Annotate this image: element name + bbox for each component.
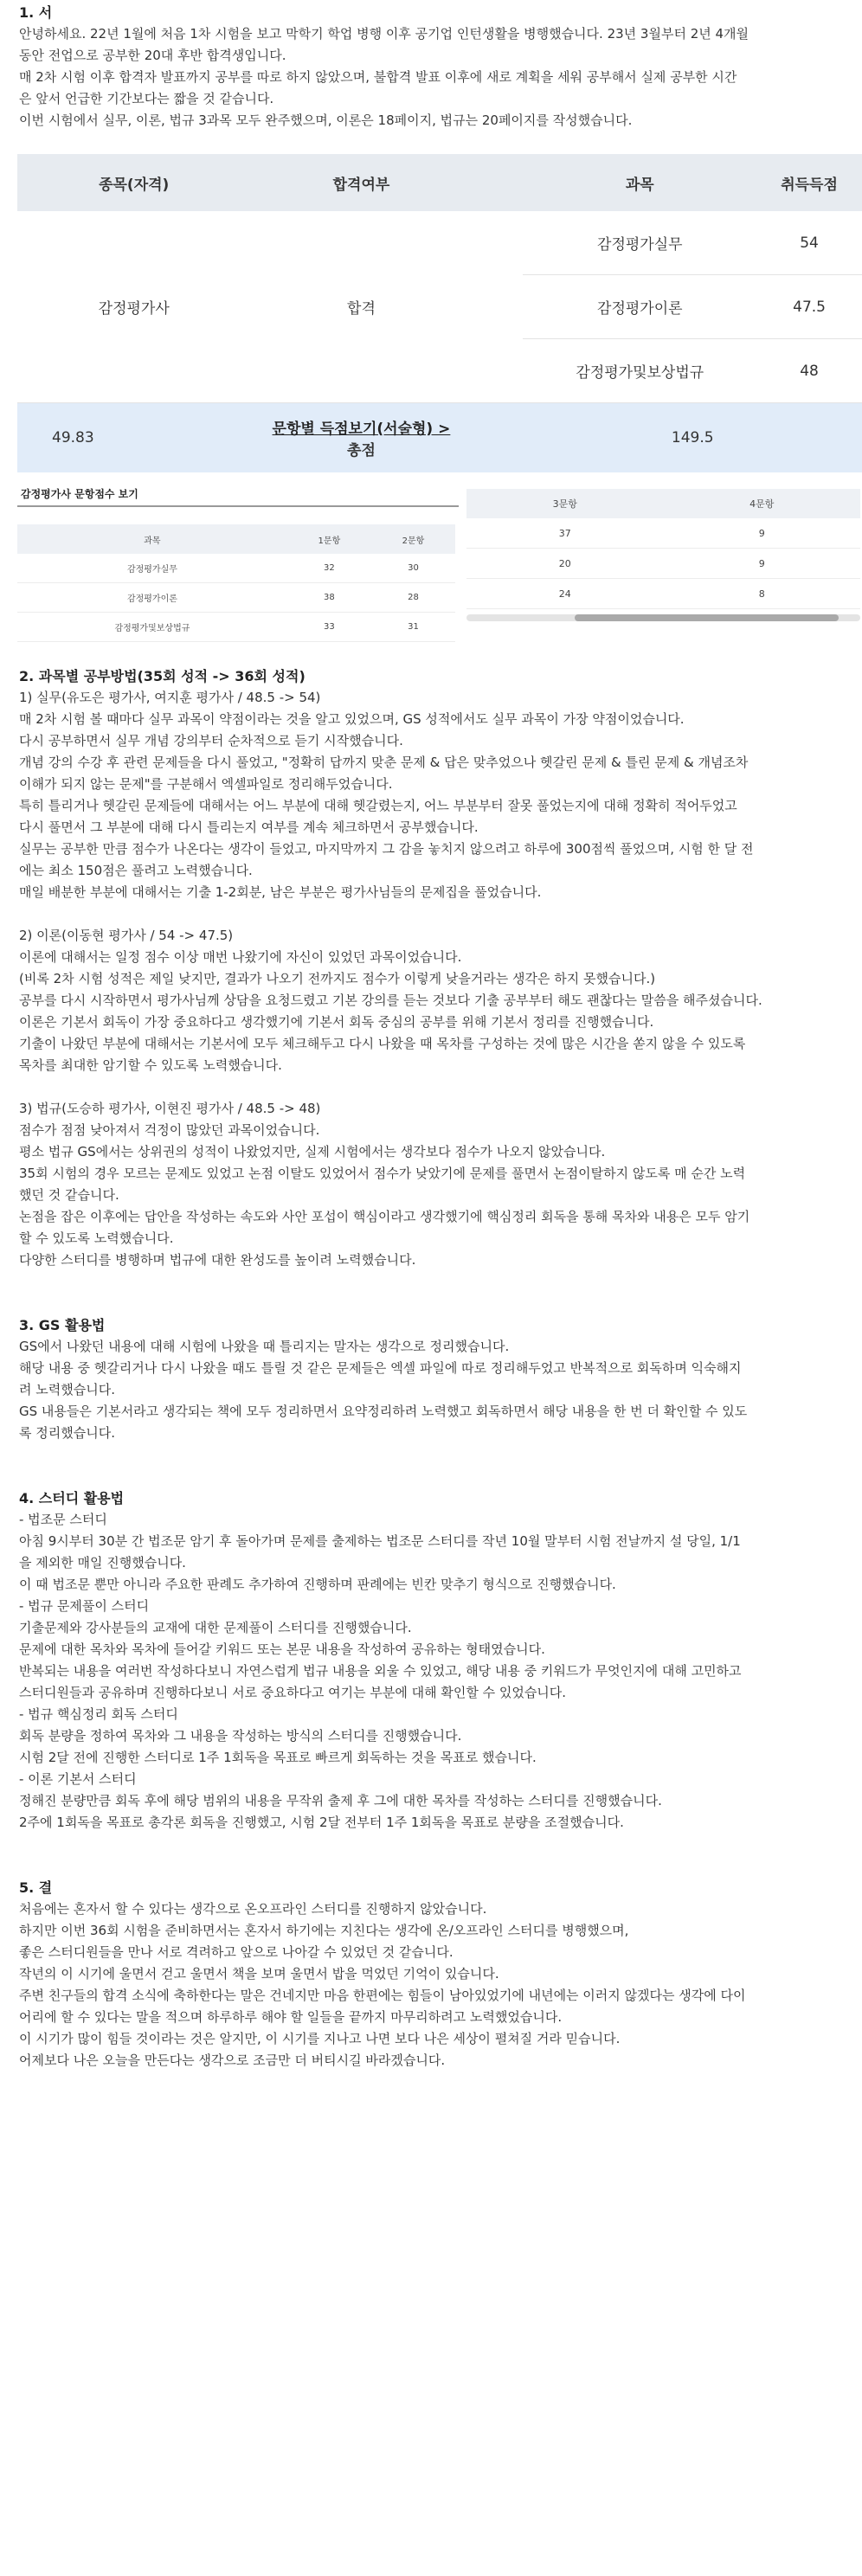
section-title-method: 2. 과목별 공부방법(35회 성적 -> 36회 성적)	[19, 668, 306, 684]
mini-cell: 33	[287, 613, 371, 642]
mini-cell: 감정평가실무	[17, 554, 287, 583]
mini-cell: 28	[371, 583, 455, 613]
practice-paragraph	[19, 687, 845, 903]
text-line: 기출이 나왔던 부분에 대해서는 기본서에 모두 체크해두고 다시 나왔을 때 목차를 구성하는 것에 많은 시간을 쏟지 않을 수 있도록	[19, 1036, 746, 1051]
mini-cell: 감정평가및보상법규	[17, 613, 287, 642]
text-line: 좋은 스터디원들을 만나 서로 격려하고 앞으로 나아갈 수 있었던 것 같습니다.	[19, 1944, 454, 1960]
table-row	[466, 518, 860, 549]
conclusion-paragraph	[19, 1898, 845, 2072]
text-line: 목차를 최대한 암기할 수 있도록 노력했습니다.	[19, 1057, 282, 1073]
text-line: 매 2차 시험 볼 때마다 실무 과목이 약점이라는 것을 알고 있었으며, GS 성적에서도 실무 과목이 가장 약점이었습니다.	[19, 711, 685, 727]
mini-cell: 9	[664, 518, 861, 549]
text-line: 1) 실무(유도은 평가사, 여지훈 평가사 / 48.5 -> 54)	[19, 690, 321, 705]
text-line: GS 내용들은 기본서라고 생각되는 책에 모두 정리하면서 요약정리하려 노력했고 회독하면서 해당 내용을 한 번 더 확인할 수 있도	[19, 1404, 748, 1419]
intro-paragraph	[19, 23, 845, 132]
theory-paragraph	[19, 925, 845, 1076]
results-table	[17, 154, 862, 472]
text-line: 평소 법규 GS에서는 상위권의 성적이 나왔었지만, 실제 시험에서는 생각보다 점수가 나오지 않았습니다.	[19, 1144, 606, 1160]
mini-cell: 32	[287, 554, 371, 583]
header-subject: 과목	[523, 154, 756, 211]
summary-link-cell	[199, 403, 523, 473]
section-title-study: 4. 스터디 활용법	[19, 1490, 125, 1506]
table-row	[17, 554, 455, 583]
text-line: 다시 풀면서 그 부분에 대해 다시 틀리는지 여부를 계속 체크하면서 공부했습니다.	[19, 819, 479, 835]
text-line: 려 노력했습니다.	[19, 1382, 115, 1397]
question-score-title: 감정평가사 문항점수 보기	[21, 488, 138, 500]
section-title-intro: 1. 서	[19, 4, 53, 21]
text-line: 35회 시험의 경우 모르는 문제도 있었고 논점 이탈도 있었어서 점수가 낮았기에 문제를 풀면서 논점이탈하지 않도록 매 순간 노력	[19, 1166, 746, 1181]
results-header-row	[17, 154, 862, 211]
text-line: 어리에 할 수 있다는 말을 적으며 하루하루 해야 할 일들을 끝까지 마무리하려고 노력했었습니다.	[19, 2009, 563, 2025]
mini-cell: 37	[466, 518, 664, 549]
text-line: 2) 이론(이동현 평가사 / 54 -> 47.5)	[19, 928, 234, 943]
text-line: 실무는 공부한 만큼 점수가 나온다는 생각이 들었고, 마지막까지 그 감을 놓치지 않으려고 하루에 300점씩 풀었으며, 시험 한 달 전	[19, 841, 754, 857]
header-exam: 종목(자격)	[68, 154, 199, 211]
text-line: GS에서 나왔던 내용에 대해 시험에 나왔을 때 틀리지는 말자는 생각으로 정리했습니다.	[19, 1339, 510, 1354]
text-line: 아침 9시부터 30분 간 법조문 암기 후 돌아가며 문제를 출제하는 법조문 스터디를 작년 10월 말부터 시험 전날까지 설 당일, 1/1	[19, 1533, 741, 1549]
text-line: 매일 배분한 부분에 대해서는 기출 1-2회분, 남은 부분은 평가사님들의 문제집을 풀었습니다.	[19, 884, 542, 900]
header-score: 취득득점	[756, 154, 862, 211]
mini-header: 4문항	[664, 489, 861, 518]
table-row	[17, 211, 862, 275]
text-line: 반복되는 내용을 여러번 작성하다보니 자연스럽게 법규 내용을 외울 수 있었고, 해당 내용 중 키워드가 무엇인지에 대해 고민하고	[19, 1663, 742, 1679]
subject-cell: 감정평가및보상법규	[523, 339, 756, 403]
text-line: - 법규 문제풀이 스터디	[19, 1598, 150, 1614]
exam-name: 감정평가사	[68, 211, 199, 403]
text-line: 스터디원들과 공유하며 진행하다보니 서로 중요하다고 여기는 부분에 대해 확인할 수 있었습니다.	[19, 1685, 567, 1700]
gs-paragraph	[19, 1336, 845, 1444]
text-line: 이해가 되지 않는 문제"를 구분해서 엑셀파일로 정리해두었습니다.	[19, 776, 393, 792]
text-line: 록 정리했습니다.	[19, 1425, 115, 1441]
exam-result: 합격	[199, 211, 523, 403]
divider	[17, 505, 459, 507]
text-line: 동안 전업으로 공부한 20대 후반 합격생입니다.	[19, 48, 286, 63]
scrollbar-thumb[interactable]	[575, 614, 839, 621]
table-row	[466, 579, 860, 609]
text-line: 점수가 점점 낮아져서 걱정이 많았던 과목이었습니다.	[19, 1122, 320, 1138]
question-score-panel	[17, 485, 460, 642]
mini-header: 1문항	[287, 524, 371, 554]
question-score-table	[17, 524, 455, 642]
score-cell: 47.5	[756, 275, 862, 339]
text-line: 문제에 대한 목차와 목차에 들어갈 키워드 또는 본문 내용을 작성하여 공유하는 형태였습니다.	[19, 1641, 545, 1657]
summary-row	[17, 403, 862, 473]
score-cell: 54	[756, 211, 862, 275]
table-row	[17, 613, 455, 642]
subject-cell: 감정평가이론	[523, 275, 756, 339]
text-line: 어제보다 나은 오늘을 만든다는 생각으로 조금만 더 버티시길 바라겠습니다.	[19, 2052, 446, 2068]
text-line: (비록 2차 시험 성적은 제일 낮지만, 결과가 나오기 전까지도 점수가 이렇게 낮을거라는 생각은 하지 못했습니다.)	[19, 971, 656, 986]
text-line: 에는 최소 150점은 풀려고 노력했습니다.	[19, 863, 253, 878]
text-line: - 법조문 스터디	[19, 1512, 107, 1527]
text-line: 3) 법규(도승하 평가사, 이현진 평가사 / 48.5 -> 48)	[19, 1101, 321, 1116]
header-result: 합격여부	[199, 154, 523, 211]
text-line: 했던 것 같습니다.	[19, 1187, 119, 1203]
text-line: 해당 내용 중 헷갈리거나 다시 나왔을 때도 틀릴 것 같은 문제들은 엑셀 파일에 따로 정리해두었고 반복적으로 회독하며 익숙해지	[19, 1360, 742, 1376]
text-line: - 법규 핵심정리 회독 스터디	[19, 1706, 178, 1722]
summary-total: 149.5	[523, 403, 862, 473]
section-title-conclusion: 5. 결	[19, 1879, 53, 1896]
text-line: 처음에는 혼자서 할 수 있다는 생각으로 온오프라인 스터디를 진행하지 않았습니다.	[19, 1901, 487, 1917]
text-line: 정해진 분량만큼 회독 후에 해당 범위의 내용을 무작위 출제 후 그에 대한 목차를 작성하는 스터디를 진행했습니다.	[19, 1793, 662, 1808]
question-scores-link[interactable]: 문항별 득점보기(서술형) >	[272, 421, 451, 438]
mini-cell: 9	[664, 549, 861, 579]
text-line: 특히 틀리거나 헷갈린 문제들에 대해서는 어느 부분에 대해 헷갈렸는지, 어느 부분부터 잘못 풀었는지에 대해 정확히 적어두었고	[19, 798, 737, 813]
text-line: 공부를 다시 시작하면서 평가사님께 상담을 요청드렸고 기본 강의를 듣는 것보다 기출 공부부터 해도 괜찮다는 말씀을 해주셨습니다.	[19, 992, 762, 1008]
text-line: 하지만 이번 36회 시험을 준비하면서는 혼자서 하기에는 지친다는 생각에 온/오프라인 스터디를 병행했으며,	[19, 1923, 629, 1938]
mini-header: 과목	[17, 524, 287, 554]
text-line: 회독 분량을 정하여 목차와 그 내용을 작성하는 방식의 스터디를 진행했습니다.	[19, 1728, 462, 1744]
text-line: 할 수 있도록 노력했습니다.	[19, 1230, 174, 1246]
subject-cell: 감정평가실무	[523, 211, 756, 275]
mini-cell: 31	[371, 613, 455, 642]
summary-average: 49.83	[17, 403, 199, 473]
text-line: 을 제외한 매일 진행했습니다.	[19, 1555, 186, 1571]
question-score-table-right	[466, 489, 860, 609]
text-line: 은 앞서 언급한 기간보다는 짧을 것 같습니다.	[19, 91, 274, 106]
text-line: 개념 강의 수강 후 관련 문제들을 다시 풀었고, "정확히 답까지 맞춘 문제 & 답은 맞추었으나 헷갈린 문제 & 틀린 문제 & 개념조차	[19, 755, 749, 770]
mini-cell: 8	[664, 579, 861, 609]
summary-label: 총점	[347, 442, 376, 459]
header-spacer	[17, 154, 68, 211]
question-score-panel-right	[466, 485, 860, 609]
section-title-gs: 3. GS 활용법	[19, 1317, 106, 1333]
text-line: 주변 친구들의 합격 소식에 축하한다는 말은 건네지만 마음 한편에는 힘들이 남아있었기에 내년에는 이러지 않겠다는 생각에 다이	[19, 1988, 746, 2003]
mini-cell: 24	[466, 579, 664, 609]
text-line: 이론은 기본서 회독이 가장 중요하다고 생각했기에 기본서 회독 중심의 공부를 위해 기본서 정리를 진행했습니다.	[19, 1014, 654, 1030]
text-line: 작년의 이 시기에 울면서 걷고 울면서 책을 보며 울면서 밥을 먹었던 기억이 있습니다.	[19, 1966, 499, 1982]
mini-cell: 38	[287, 583, 371, 613]
law-paragraph	[19, 1098, 845, 1271]
text-line: 이 시기가 많이 힘들 것이라는 것은 알지만, 이 시기를 지나고 나면 보다 나은 세상이 펼쳐질 거라 믿습니다.	[19, 2031, 621, 2046]
mini-header: 3문항	[466, 489, 664, 518]
text-line: 안녕하세요. 22년 1월에 처음 1차 시험을 보고 막학기 학업 병행 이후 공기업 인턴생활을 병행했습니다. 23년 3월부터 2년 4개월	[19, 26, 749, 42]
text-line: 다시 공부하면서 실무 개념 강의부터 순차적으로 듣기 시작했습니다.	[19, 733, 403, 748]
question-score-screenshot	[17, 485, 862, 633]
text-line: 매 2차 시험 이후 합격자 발표까지 공부를 따로 하지 않았으며, 불합격 발표 이후에 새로 계획을 세워 공부해서 실제 공부한 시간	[19, 69, 737, 85]
table-row	[466, 549, 860, 579]
cell-spacer	[17, 211, 68, 403]
text-line: 기출문제와 강사분들의 교재에 대한 문제풀이 스터디를 진행했습니다.	[19, 1620, 412, 1635]
text-line: 이번 시험에서 실무, 이론, 법규 3과목 모두 완주했으며, 이론은 18페이지, 법규는 20페이지를 작성했습니다.	[19, 112, 633, 128]
text-line: 논점을 잡은 이후에는 답안을 작성하는 속도와 사안 포섭이 핵심이라고 생각했기에 핵심정리 회독을 통해 목차와 내용은 모두 암기	[19, 1209, 750, 1224]
text-line: 이론에 대해서는 일정 점수 이상 매번 나왔기에 자신이 있었던 과목이었습니다.	[19, 949, 462, 965]
text-line: 2주에 1회독을 목표로 총각론 회독을 진행했고, 시험 2달 전부터 1주 1회독을 목표로 분량을 조절했습니다.	[19, 1815, 624, 1830]
mini-cell: 30	[371, 554, 455, 583]
score-cell: 48	[756, 339, 862, 403]
mini-header: 2문항	[371, 524, 455, 554]
text-line: - 이론 기본서 스터디	[19, 1771, 137, 1787]
mini-cell: 감정평가이론	[17, 583, 287, 613]
text-line: 다양한 스터디를 병행하며 법규에 대한 완성도를 높이려 노력했습니다.	[19, 1252, 416, 1268]
study-paragraph	[19, 1509, 845, 1834]
table-row	[17, 583, 455, 613]
horizontal-scrollbar[interactable]	[466, 614, 860, 621]
text-line: 이 때 법조문 뿐만 아니라 주요한 판례도 추가하여 진행하며 판례에는 빈칸 맞추기 형식으로 진행했습니다.	[19, 1577, 616, 1592]
text-line: 시험 2달 전에 진행한 스터디로 1주 1회독을 목표로 빠르게 회독하는 것을 목표로 했습니다.	[19, 1750, 537, 1765]
mini-cell: 20	[466, 549, 664, 579]
